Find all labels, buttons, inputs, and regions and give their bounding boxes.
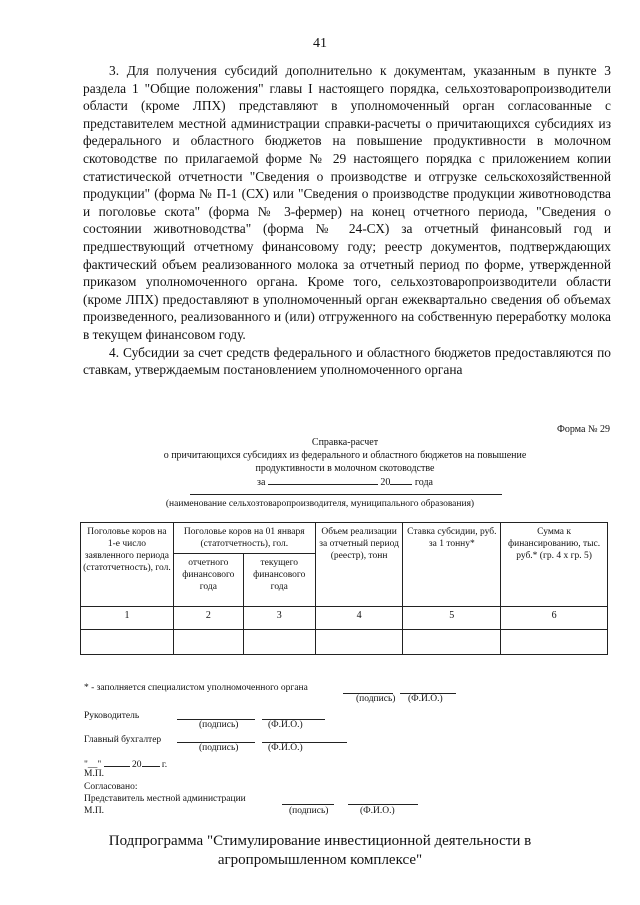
- header-subsidy-rate: Ставка субсидии, руб. за 1 тонну*: [403, 523, 501, 607]
- form-period: [80, 475, 610, 489]
- date-day: "__": [84, 760, 102, 770]
- date-suffix: г.: [161, 760, 168, 770]
- caption-name: (Ф.И.О.): [408, 694, 443, 704]
- col-num-4: 4: [315, 607, 403, 630]
- agreed-label: Согласовано:: [84, 782, 138, 792]
- col-num-2: 2: [173, 607, 243, 630]
- col-num-5: 5: [403, 607, 501, 630]
- subprogram-line-1: Подпрограмма "Стимулирование инвестиционной деятельности в: [108, 833, 532, 849]
- col-num-3: 3: [243, 607, 315, 630]
- cell-blank: [243, 630, 315, 655]
- cell-blank: [403, 630, 501, 655]
- period-blank: [268, 475, 378, 485]
- col-num-6: 6: [501, 607, 608, 630]
- header-cows-period: Поголовье коров на 1-е число заявленного периода (статотчетность), гол.: [81, 523, 174, 607]
- footnote: * - заполняется специалистом уполномоченного органа: [84, 683, 308, 693]
- blank-data-row: [81, 630, 608, 655]
- caption-signature: (подпись): [199, 720, 239, 730]
- form-number-label: Форма № 29: [557, 424, 610, 435]
- caption-signature: (подпись): [289, 806, 329, 816]
- column-numbers-row: [81, 607, 608, 630]
- cell-blank: [501, 630, 608, 655]
- period-prefix: за: [257, 477, 266, 488]
- subprogram-heading: [0, 832, 640, 870]
- form-subtitle-line-2: продуктивности в молочном скотоводстве: [255, 463, 435, 474]
- page-number: 41: [313, 36, 327, 51]
- header-reporting-year: отчетного финансового года: [173, 554, 243, 607]
- caption-name: (Ф.И.О.): [268, 720, 303, 730]
- recipient-line: [190, 494, 502, 495]
- header-sales-volume: Объем реализации за отчетный период (реестр), тонн: [315, 523, 403, 607]
- body-text: [83, 62, 611, 379]
- recipient-caption: (наименование сельхозтоваропроизводителя, муниципального образования): [165, 499, 475, 509]
- period-year: 20: [380, 477, 391, 488]
- cell-blank: [173, 630, 243, 655]
- cell-blank: [315, 630, 403, 655]
- subprogram-line-2: агропромышленном комплексе": [217, 852, 423, 868]
- head-label: Руководитель: [84, 711, 140, 721]
- form-title: Справка-расчет: [311, 437, 379, 448]
- paragraph-4: 4. Субсидии за счет средств федерального и областного бюджетов предоставляются по ставкам, утверждаемым постановлением уполномоченного органа: [83, 344, 611, 378]
- col-num-1: 1: [81, 607, 174, 630]
- header-cows-jan: Поголовье коров на 01 января (статотчетность), гол.: [173, 523, 315, 554]
- cell-blank: [81, 630, 174, 655]
- admin-rep-label: Представитель местной администрации: [84, 794, 246, 804]
- period-suffix: года: [414, 477, 433, 488]
- caption-signature: (подпись): [356, 694, 396, 704]
- year-blank: [390, 475, 412, 485]
- form-subtitle-line-1: о причитающихся субсидиях из федерального и областного бюджетов на повышение: [163, 450, 527, 461]
- paragraph-3: 3. Для получения субсидий дополнительно к документам, указанным в пункте 3 раздела 1 "Общие положения" главы I настоящего порядка, сельхозтоваропроизводители области (кроме ЛПХ) представляют в уполномоченный орган согласованные с представителем местной администрации справки-расчеты о причитающихся субсидиях из федерального и областного бюджетов на повышение продуктивности в молочном скотоводстве по прилагаемой форме № 29 настоящего порядка с приложением копии статистической отчетности "Сведения о производстве и отгрузке сельскохозяйственной продукции" (форма № П-1 (СХ) или "Сведения о производстве продукции животноводства и поголовье скота" (форма № 3-фермер) на конец отчетного периода, "Сведения о состоянии животноводства" (форма № 24-СХ) за отчетный финансовый год и предшествующий отчетному финансовому году; реестр документов, подтверждающих фактический объем реализованного молока за отчетный период по форме, утвержденной приказом уполномоченного органа. Кроме того, сельхозтоваропроизводители области (кроме ЛПХ) предоставляют в уполномоченный орган ежеквартально сведения об объемах произведенного, реализованного и (или) отгруженного на собственную переработку молока в текущем финансовом году.: [83, 63, 611, 342]
- subsidy-form-table: [80, 522, 608, 655]
- stamp-place: М.П.: [84, 769, 105, 779]
- stamp-place: М.П.: [84, 806, 105, 816]
- signature-line: [282, 804, 334, 805]
- caption-name: (Ф.И.О.): [360, 806, 395, 816]
- date-year-blank: [142, 757, 160, 767]
- caption-signature: (подпись): [199, 743, 239, 753]
- header-amount: Сумма к финансированию, тыс. руб.* (гр. 4 х гр. 5): [501, 523, 608, 607]
- form-title-block: [80, 436, 610, 489]
- header-current-year: текущего финансового года: [243, 554, 315, 607]
- date-year: 20: [132, 760, 142, 770]
- date-month-blank: [104, 757, 130, 767]
- caption-name: (Ф.И.О.): [268, 743, 303, 753]
- name-line: [348, 804, 418, 805]
- accountant-label: Главный бухгалтер: [84, 735, 162, 745]
